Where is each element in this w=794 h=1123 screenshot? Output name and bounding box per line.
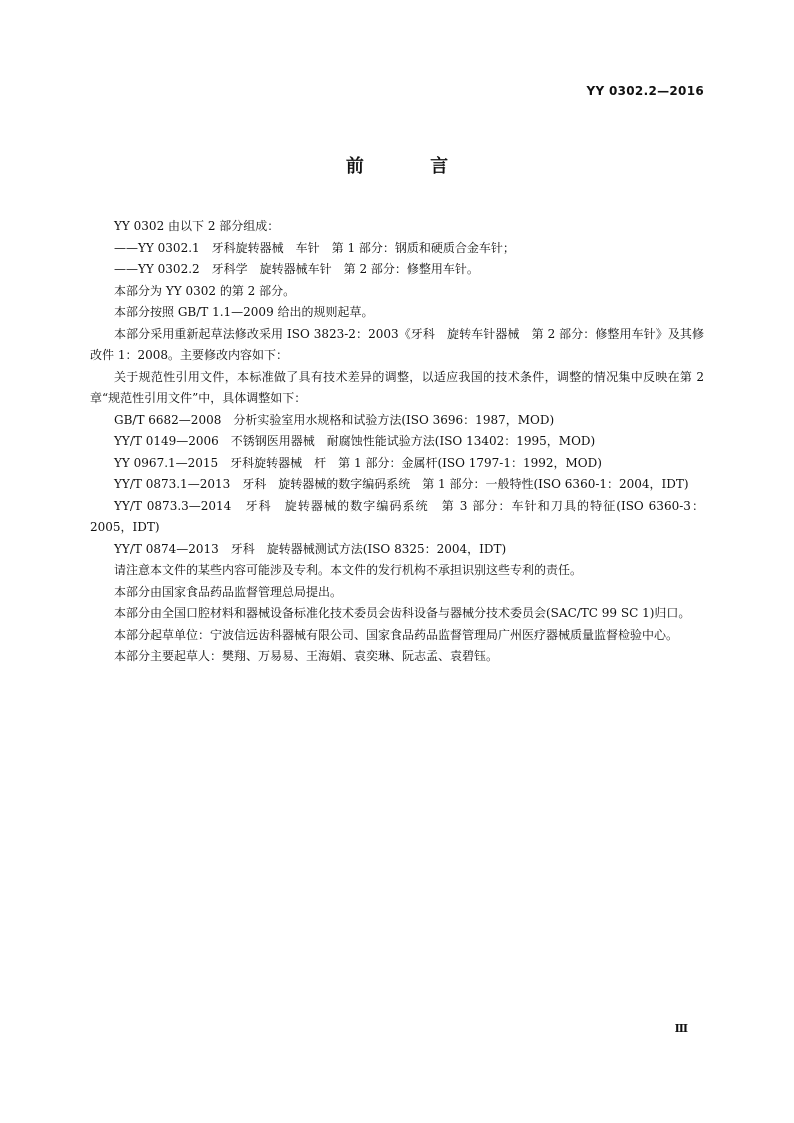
reference-item: YY/T 0873.3—2014 牙科 旋转器械的数字编码系统 第 3 部分：车针和刀具的特征(ISO 6360-3：2005，IDT) xyxy=(90,498,704,534)
paragraph: 本部分由全国口腔材料和器械设备标准化技术委员会齿科设备与器械分技术委员会(SAC/TC 99 SC 1)归口。 xyxy=(114,606,691,620)
paragraph: 请注意本文件的某些内容可能涉及专利。本文件的发行机构不承担识别这些专利的责任。 xyxy=(114,563,583,577)
document-code: YY 0302.2—2016 xyxy=(586,84,704,98)
reference-item: YY/T 0149—2006 不锈钢医用器械 耐腐蚀性能试验方法(ISO 13402：1995，MOD) xyxy=(114,434,596,448)
paragraph: 关于规范性引用文件，本标准做了具有技术差异的调整，以适应我国的技术条件，调整的情况集中反映在第 2 章“规范性引用文件”中，具体调整如下： xyxy=(90,369,704,405)
page-number: Ⅲ xyxy=(674,1022,688,1035)
list-item: ——YY 0302.2 牙科学 旋转器械车针 第 2 部分：修整用车针。 xyxy=(114,262,479,276)
foreword-body xyxy=(90,216,704,668)
reference-item: YY/T 0873.1—2013 牙科 旋转器械的数字编码系统 第 1 部分：一般特性(ISO 6360-1：2004，IDT) xyxy=(114,477,689,491)
reference-item: GB/T 6682—2008 分析实验室用水规格和试验方法(ISO 3696：1987，MOD) xyxy=(114,412,555,427)
paragraph: 本部分按照 GB/T 1.1—2009 给出的规则起草。 xyxy=(114,305,374,319)
paragraph: 本部分采用重新起草法修改采用 ISO 3823-2：2003《牙科 旋转车针器械 第 2 部分：修整用车针》及其修改件 1：2008。主要修改内容如下： xyxy=(90,326,704,362)
paragraph: 本部分起草单位：宁波信远齿科器械有限公司、国家食品药品监督管理局广州医疗器械质量监督检验中心。 xyxy=(114,627,679,642)
paragraph: 本部分主要起草人：樊翔、万易易、王海娟、袁奕琳、阮志孟、袁碧钰。 xyxy=(114,649,499,663)
paragraph: 本部分为 YY 0302 的第 2 部分。 xyxy=(114,283,296,298)
paragraph: 本部分由国家食品药品监督管理总局提出。 xyxy=(114,584,343,599)
reference-item: YY 0967.1—2015 牙科旋转器械 杆 第 1 部分：金属杆(ISO 1797-1：1992，MOD) xyxy=(114,455,602,470)
reference-item: YY/T 0874—2013 牙科 旋转器械测试方法(ISO 8325：2004，IDT) xyxy=(114,541,507,556)
page-title: 前 言 xyxy=(345,156,479,177)
list-item: ——YY 0302.1 牙科旋转器械 车针 第 1 部分：钢质和硬质合金车针； xyxy=(114,240,515,255)
paragraph: YY 0302 由以下 2 部分组成： xyxy=(114,219,280,233)
